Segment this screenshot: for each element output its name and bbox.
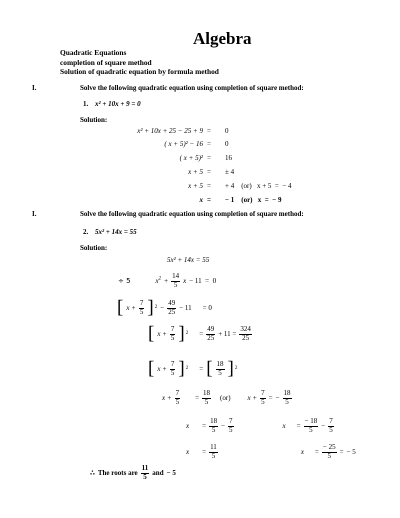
eq-sign: =: [339, 447, 344, 456]
fraction-18-5: $\frac{18}{5}$: [283, 389, 291, 406]
step-lhs: x + 5: [188, 182, 203, 190]
s2-step8: [186, 442, 356, 462]
section1-heading: Solve the following quadratic equation using completion of square method:: [80, 84, 304, 92]
solution2-label: Solution:: [80, 244, 108, 252]
fraction-18-5: $\frac{18}{5}$: [203, 389, 211, 406]
or-word: (or): [220, 393, 231, 402]
x-plus: x +: [162, 393, 172, 402]
neg-sign: −: [275, 393, 280, 402]
s2-step1: 5x² + 14x = 55: [167, 256, 210, 264]
fraction-14-5: $\frac{14}{5}$: [172, 272, 180, 289]
step-eq: =: [207, 196, 211, 204]
x-term: x: [300, 447, 304, 456]
x-plus: x +: [157, 364, 167, 373]
fraction-11-5: $\frac{11}{5}$: [210, 443, 217, 460]
fraction-neg18-5: $\frac{- 18}{5}$: [304, 417, 318, 434]
section2-heading: Solve the following quadratic equation using completion of square method:: [80, 210, 304, 218]
minus-sign: −: [321, 421, 326, 430]
eq-sign: =: [199, 364, 204, 373]
step-lhs: x² + 10x + 25 − 25 + 9: [137, 127, 203, 135]
s2-step3: [ x + $\frac{7}{5}$ ] 2 − $\frac{49}{25}$ − 11 = 0: [117, 297, 212, 318]
minus-sign: −: [160, 303, 165, 312]
subtitle-completion-square: completion of square method: [60, 58, 152, 67]
eq-sign: =: [199, 329, 204, 338]
step-lhs: x + 5: [188, 168, 203, 176]
s2-step5: [ x + $\frac{7}{5}$ ] 2 = [ $\frac{18}{5}$ ] 2: [148, 358, 238, 379]
x-term: x: [186, 421, 190, 430]
problem1-equation: x² + 10x + 9 = 0: [95, 100, 141, 108]
step-lhs: x: [199, 196, 203, 204]
minus-11-eq-0: − 11 = 0: [189, 276, 217, 285]
x-term: x: [186, 447, 190, 456]
problem2-number: 2.: [83, 228, 89, 236]
step-rhs: + 4 (or) x + 5 = − 4: [225, 182, 292, 190]
x-plus: x +: [247, 393, 258, 402]
step-eq: =: [207, 154, 211, 162]
page-title: Algebra: [193, 29, 252, 48]
step-eq: =: [207, 168, 211, 176]
eq-zero: = 0: [202, 303, 212, 312]
section2-roman: I.: [32, 210, 37, 218]
step-eq: =: [207, 182, 211, 190]
minus-5: − 5: [346, 447, 356, 456]
subtitle-formula-method: Solution of quadratic equation by formula method: [60, 67, 219, 76]
solution1-label: Solution:: [80, 116, 108, 124]
minus-sign: −: [221, 421, 226, 430]
problem2-equation: 5x² + 14x = 55: [95, 228, 137, 236]
fraction-7-5: $\frac{7}{5}$: [139, 299, 144, 316]
fraction-7-5: $\frac{7}{5}$: [170, 360, 175, 377]
fraction-neg25-5: $\frac{- 25}{5}$: [322, 443, 336, 460]
therefore-symbol: ∴: [90, 468, 95, 477]
section1-roman: I.: [32, 84, 37, 92]
eq-sign: =: [296, 421, 301, 430]
step-rhs: 0: [225, 127, 229, 135]
x-term: x: [282, 421, 286, 430]
fraction-7-5: $\frac{7}{5}$: [261, 389, 265, 406]
x-plus: x +: [126, 303, 136, 312]
conclusion-and: and: [152, 468, 164, 477]
fraction-324-25: $\frac{324}{25}$: [240, 325, 251, 342]
conclusion-text: The roots are: [97, 468, 138, 477]
eq-sign: =: [202, 447, 207, 456]
fraction-7-5: $\frac{7}{5}$: [175, 389, 180, 406]
fraction-7-5: $\frac{7}{5}$: [229, 417, 233, 434]
step-rhs: 16: [225, 154, 232, 162]
fraction-49-25: $\frac{49}{25}$: [168, 299, 176, 316]
fraction-7-5: $\frac{7}{5}$: [329, 417, 333, 434]
step-lhs: ( x + 5)²: [179, 154, 203, 162]
eq-sign: =: [202, 421, 207, 430]
x-term: x: [183, 276, 187, 285]
s2-step6: [162, 388, 292, 408]
fraction-49-25: $\frac{49}{25}$: [207, 325, 215, 342]
plus-11-eq: + 11 =: [218, 329, 237, 338]
conclusion: [90, 463, 176, 483]
step-rhs: ± 4: [225, 168, 235, 176]
minus-11: − 11: [179, 303, 192, 312]
step-rhs: 0: [225, 140, 229, 148]
eq-sign: =: [195, 393, 200, 402]
fraction-11-5: $\frac{11}{5}$: [141, 464, 149, 481]
fraction-18-5: $\frac{18}{5}$: [216, 360, 224, 377]
step-lhs: ( x + 5)² − 16: [164, 140, 203, 148]
s2-step4: [ x + $\frac{7}{5}$ ] 2 = $\frac{49}{25}$ + 11 = $\frac{324}{25}$: [148, 323, 251, 344]
plus-sign: +: [164, 276, 169, 285]
divide-by-5: ÷ 5: [118, 276, 131, 285]
s2-step2: [118, 271, 216, 291]
subtitle-quadratic-equations: Quadratic Equations: [60, 48, 127, 57]
problem1-number: 1.: [83, 100, 89, 108]
step-eq: =: [207, 127, 211, 135]
eq-sign: =: [268, 393, 273, 402]
fraction-18-5: $\frac{18}{5}$: [210, 417, 218, 434]
eq-sign: =: [314, 447, 319, 456]
step-eq: =: [207, 140, 211, 148]
s2-step7: [186, 416, 334, 436]
x-plus: x +: [157, 329, 167, 338]
fraction-7-5: $\frac{7}{5}$: [170, 325, 175, 342]
term-x-squared: $x^2$: [155, 276, 162, 285]
step-rhs: − 1 (or) x = − 9: [225, 196, 282, 204]
conclusion-last-root: − 5: [166, 468, 176, 477]
